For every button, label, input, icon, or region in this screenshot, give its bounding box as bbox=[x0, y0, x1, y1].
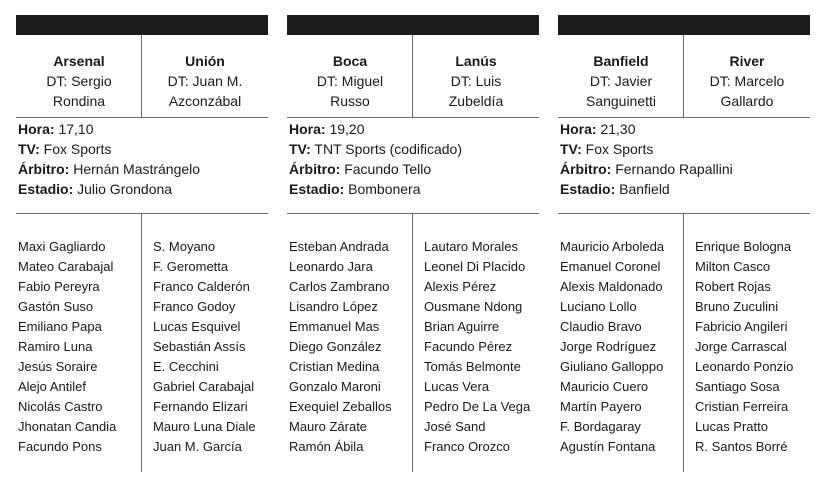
tv-value: Fox Sports bbox=[43, 141, 112, 157]
player-name: Lisandro López bbox=[289, 299, 378, 314]
match-info bbox=[289, 119, 539, 199]
player-name: Mauricio Cuero bbox=[560, 379, 649, 394]
match-info bbox=[18, 119, 268, 199]
player-name: Gabriel Carabajal bbox=[153, 379, 255, 394]
player-name: Brian Aguirre bbox=[424, 319, 500, 334]
player-name: Mauricio Arboleda bbox=[560, 239, 665, 254]
player-name: Maxi Gagliardo bbox=[18, 239, 106, 254]
home-team-name: Banfield bbox=[593, 53, 649, 69]
player-name: Agustín Fontana bbox=[560, 439, 656, 454]
away-lineup bbox=[695, 237, 793, 457]
estadio-value: Julio Grondona bbox=[77, 181, 173, 197]
player-name: Franco Godoy bbox=[153, 299, 236, 314]
estadio-label: Estadio: bbox=[289, 181, 345, 197]
away-team bbox=[142, 35, 268, 117]
player-name: Enrique Bologna bbox=[695, 239, 792, 254]
player-name: Ramiro Luna bbox=[18, 339, 93, 354]
teams-divider bbox=[141, 35, 142, 117]
home-coach-line2: Sanguinetti bbox=[585, 93, 657, 109]
info-tv bbox=[289, 139, 539, 159]
away-coach-line1: DT: Luis bbox=[450, 73, 502, 89]
player-name: Fabio Pereyra bbox=[18, 279, 100, 294]
home-coach-line2: Rondina bbox=[52, 93, 106, 109]
away-team-name: River bbox=[729, 53, 765, 69]
player-name: Emanuel Coronel bbox=[560, 259, 661, 274]
info-arbitro bbox=[560, 159, 810, 179]
arbitro-value: Facundo Tello bbox=[344, 161, 432, 177]
player-name: Lucas Esquivel bbox=[153, 319, 241, 334]
player-name: Juan M. García bbox=[153, 439, 242, 454]
home-team-name: Boca bbox=[332, 53, 368, 69]
player-name: E. Cecchini bbox=[153, 359, 219, 374]
player-name: Ousmane Ndong bbox=[424, 299, 523, 314]
arbitro-label: Árbitro: bbox=[560, 161, 612, 177]
arbitro-label: Árbitro: bbox=[289, 161, 341, 177]
player-name: Facundo Pons bbox=[18, 439, 102, 454]
away-lineup bbox=[424, 237, 530, 457]
estadio-label: Estadio: bbox=[560, 181, 616, 197]
home-lineup bbox=[289, 237, 392, 457]
player-name: Facundo Pérez bbox=[424, 339, 513, 354]
hora-value: 21,30 bbox=[600, 121, 636, 137]
lineups bbox=[287, 213, 539, 472]
away-team bbox=[413, 35, 539, 117]
player-name: Fabricio Angileri bbox=[695, 319, 788, 334]
home-coach-line2: Russo bbox=[330, 93, 370, 109]
player-name: Robert Rojas bbox=[695, 279, 771, 294]
player-name: Alejo Antilef bbox=[18, 379, 86, 394]
match-block bbox=[287, 15, 539, 472]
lineups bbox=[558, 213, 810, 472]
hora-value: 19,20 bbox=[329, 121, 365, 137]
player-name: Tomás Belmonte bbox=[424, 359, 521, 374]
arbitro-value: Hernán Mastrángelo bbox=[73, 161, 201, 177]
away-team-name: Lanús bbox=[455, 53, 497, 69]
player-name: Lucas Pratto bbox=[695, 419, 768, 434]
player-name: Cristian Ferreira bbox=[695, 399, 789, 414]
estadio-value: Banfield bbox=[619, 181, 670, 197]
tv-label: TV: bbox=[560, 141, 582, 157]
header-bar bbox=[558, 15, 810, 35]
header-bar bbox=[287, 15, 539, 35]
tv-label: TV: bbox=[18, 141, 40, 157]
player-name: Martín Payero bbox=[560, 399, 642, 414]
match-info bbox=[560, 119, 810, 199]
player-name: Milton Casco bbox=[695, 259, 771, 274]
match-block bbox=[558, 15, 810, 472]
player-name: Jorge Carrascal bbox=[695, 339, 787, 354]
teams-rule bbox=[558, 117, 810, 118]
player-name: Sebastián Assís bbox=[153, 339, 246, 354]
player-name: Bruno Zuculini bbox=[695, 299, 779, 314]
home-coach-line1: DT: Miguel bbox=[316, 73, 384, 89]
home-team bbox=[16, 35, 142, 117]
estadio-label: Estadio: bbox=[18, 181, 74, 197]
player-name: Lautaro Morales bbox=[424, 239, 518, 254]
home-lineup bbox=[18, 237, 116, 457]
player-name: Leonel Di Placido bbox=[424, 259, 526, 274]
teams-header bbox=[558, 35, 810, 117]
player-name: Emmanuel Mas bbox=[289, 319, 380, 334]
away-team bbox=[684, 35, 810, 117]
arbitro-label: Árbitro: bbox=[18, 161, 70, 177]
player-name: Esteban Andrada bbox=[289, 239, 389, 254]
player-name: Franco Calderón bbox=[153, 279, 250, 294]
lineup-divider bbox=[412, 213, 413, 472]
info-hora bbox=[289, 119, 539, 139]
player-name: Mauro Luna Diale bbox=[153, 419, 256, 434]
player-name: Alexis Maldonado bbox=[560, 279, 663, 294]
match-block bbox=[16, 15, 268, 472]
away-lineup bbox=[153, 237, 256, 457]
player-name: Fernando Elizari bbox=[153, 399, 248, 414]
info-hora bbox=[18, 119, 268, 139]
teams-divider bbox=[412, 35, 413, 117]
away-coach-line2: Azconzábal bbox=[168, 93, 242, 109]
info-tv bbox=[18, 139, 268, 159]
player-name: Giuliano Galloppo bbox=[560, 359, 664, 374]
teams-divider bbox=[683, 35, 684, 117]
player-name: Mauro Zárate bbox=[289, 419, 368, 434]
away-team-name: Unión bbox=[185, 53, 225, 69]
away-coach-line2: Gallardo bbox=[720, 93, 774, 109]
player-name: Gastón Suso bbox=[18, 299, 94, 314]
home-lineup bbox=[560, 237, 664, 457]
player-name: Jhonatan Candia bbox=[18, 419, 117, 434]
player-name: Gonzalo Maroni bbox=[289, 379, 381, 394]
away-coach-line1: DT: Juan M. bbox=[167, 73, 243, 89]
estadio-value: Bombonera bbox=[348, 181, 421, 197]
hora-value: 17,10 bbox=[58, 121, 94, 137]
home-team bbox=[558, 35, 684, 117]
teams-rule bbox=[16, 117, 268, 118]
teams-header bbox=[287, 35, 539, 117]
player-name: Luciano Lollo bbox=[560, 299, 637, 314]
player-name: Franco Orozco bbox=[424, 439, 510, 454]
player-name: Exequiel Zeballos bbox=[289, 399, 392, 414]
home-coach-line1: DT: Javier bbox=[589, 73, 653, 89]
hora-label: Hora: bbox=[18, 121, 55, 137]
player-name: Jesús Soraire bbox=[18, 359, 98, 374]
teams-header bbox=[16, 35, 268, 117]
player-name: Jorge Rodríguez bbox=[560, 339, 657, 354]
player-name: Alexis Pérez bbox=[424, 279, 497, 294]
info-estadio bbox=[18, 179, 268, 199]
player-name: Emiliano Papa bbox=[18, 319, 102, 334]
info-estadio bbox=[289, 179, 539, 199]
player-name: Ramón Ábila bbox=[289, 439, 364, 454]
home-team bbox=[287, 35, 413, 117]
player-name: F. Bordagaray bbox=[560, 419, 641, 434]
player-name: Santiago Sosa bbox=[695, 379, 780, 394]
player-name: Diego González bbox=[289, 339, 382, 354]
player-name: Leonardo Ponzio bbox=[695, 359, 794, 374]
tv-value: TNT Sports (codificado) bbox=[314, 141, 462, 157]
info-tv bbox=[560, 139, 810, 159]
home-team-name: Arsenal bbox=[53, 53, 105, 69]
info-arbitro bbox=[18, 159, 268, 179]
hora-label: Hora: bbox=[560, 121, 597, 137]
player-name: Carlos Zambrano bbox=[289, 279, 390, 294]
header-bar bbox=[16, 15, 268, 35]
player-name: Lucas Vera bbox=[424, 379, 490, 394]
player-name: Pedro De La Vega bbox=[424, 399, 531, 414]
away-coach-line1: DT: Marcelo bbox=[709, 73, 785, 89]
info-hora bbox=[560, 119, 810, 139]
lineup-divider bbox=[683, 213, 684, 472]
player-name: S. Moyano bbox=[153, 239, 216, 254]
home-coach-line1: DT: Sergio bbox=[46, 73, 112, 89]
player-name: José Sand bbox=[424, 419, 486, 434]
tv-value: Fox Sports bbox=[585, 141, 654, 157]
away-coach-line2: Zubeldía bbox=[448, 93, 504, 109]
lineup-divider bbox=[141, 213, 142, 472]
arbitro-value: Fernando Rapallini bbox=[615, 161, 733, 177]
teams-rule bbox=[287, 117, 539, 118]
hora-label: Hora: bbox=[289, 121, 326, 137]
player-name: R. Santos Borré bbox=[695, 439, 788, 454]
player-name: F. Gerometta bbox=[153, 259, 229, 274]
player-name: Leonardo Jara bbox=[289, 259, 373, 274]
tv-label: TV: bbox=[289, 141, 311, 157]
player-name: Claudio Bravo bbox=[560, 319, 642, 334]
info-estadio bbox=[560, 179, 810, 199]
lineups bbox=[16, 213, 268, 472]
player-name: Cristian Medina bbox=[289, 359, 380, 374]
info-arbitro bbox=[289, 159, 539, 179]
player-name: Mateo Carabajal bbox=[18, 259, 114, 274]
player-name: Nicolás Castro bbox=[18, 399, 103, 414]
